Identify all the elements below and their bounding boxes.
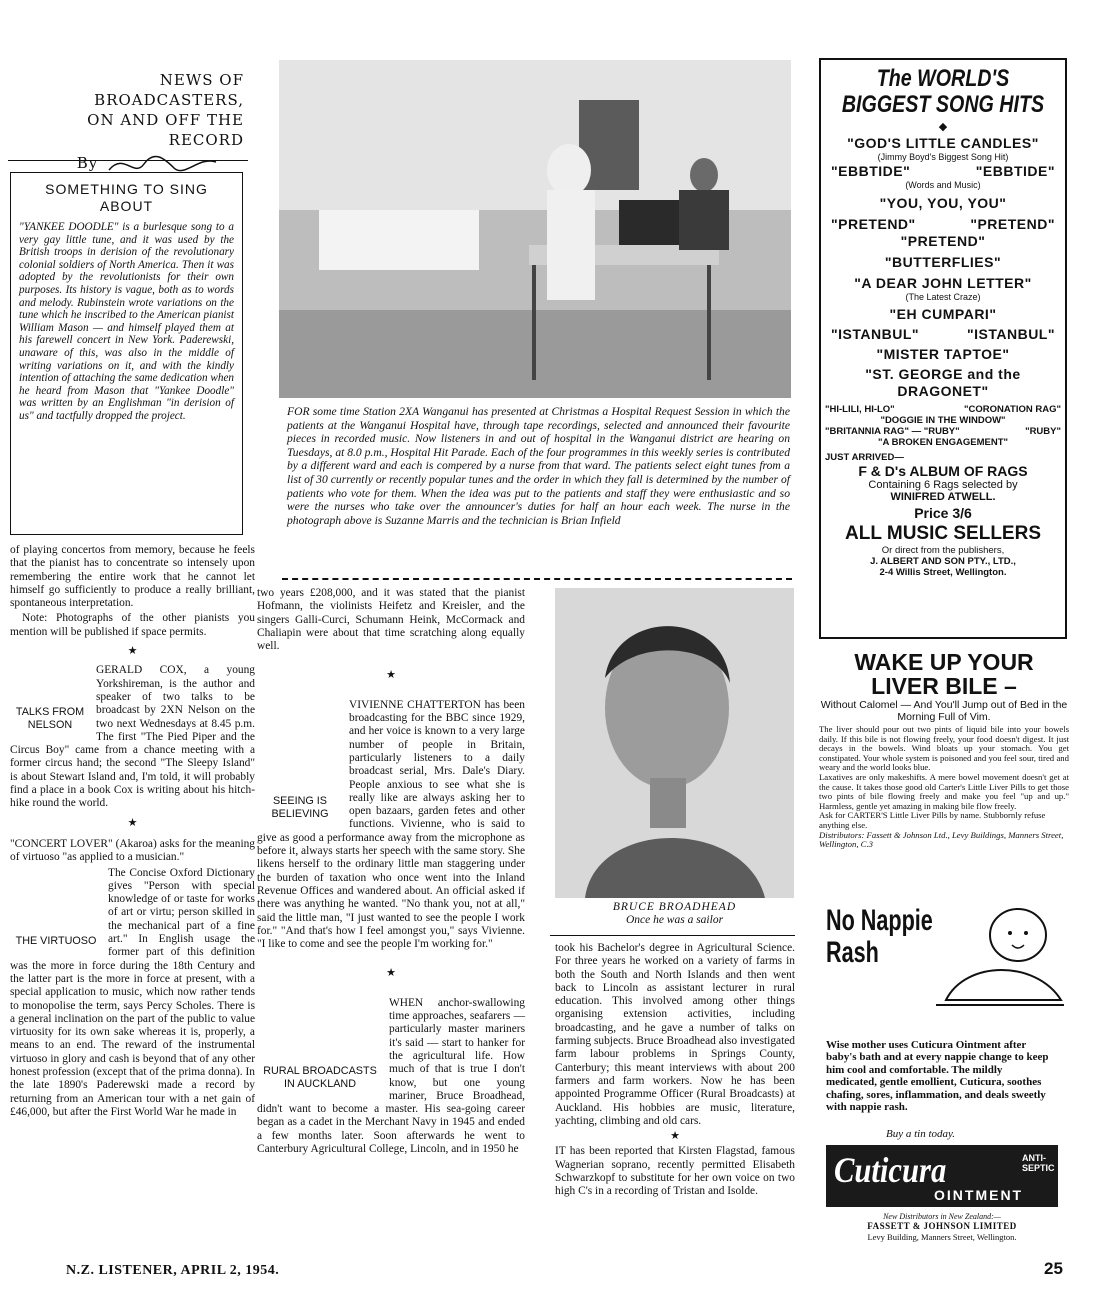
- cuticura-new-distributors: New Distributors in New Zealand:—: [883, 1212, 1001, 1221]
- song-st-george: "ST. GEORGE and the DRAGONET": [865, 366, 1021, 399]
- byline-label: By: [76, 154, 99, 172]
- direct-from-publishers: Or direct from the publishers,: [881, 545, 1005, 556]
- caption-rule: [282, 578, 792, 580]
- liver-ad-distributors: Distributors: Fassett & Johnson Ltd., Levy Buildings, Manners Street, Wellington, C.3: [819, 829, 1064, 850]
- portrait-caption-sub: Once he was a sailor: [625, 914, 724, 926]
- song-pretend-1: "PRETEND": [831, 216, 916, 232]
- song-eh-cumpari: "EH CUMPARI": [889, 306, 997, 322]
- song-butterflies: "BUTTERFLIES": [884, 254, 1002, 270]
- liver-bile-ad: [819, 650, 1069, 850]
- liver-ad-title-1: WAKE UP YOUR: [854, 649, 1034, 675]
- box-title: SOMETHING TO SING ABOUT: [45, 181, 208, 214]
- song-ruby: "RUBY": [1025, 426, 1061, 437]
- star-divider: ★: [386, 669, 396, 682]
- concert-lover-paragraph: "CONCERT LOVER" (Akaroa) asks for the meaning of virtuoso "as applied to a musician.": [10, 837, 255, 864]
- publisher-name: J. ALBERT AND SON PTY., LTD.,: [870, 556, 1016, 567]
- hospital-caption: FOR some time Station 2XA Wanganui has presented at Christmas a Hospital Request Session in which the patients at the Wanganui Hospital have, through tape recordings, selected and announced their favourite pieces in recorded music. Now listeners in and out of hospital in the Wanganui district are hearing on Tuesdays, at 8.0 p.m., Hospital Hit Parade. Each of the four programmes in this weekly series is contributed by a different ward and each is compered by a nurse from that ward. The patients select eight tunes from a list of 30 currently or recently popular tunes and the order in which they fall is determined by the number of patients who vote for them. When the idea was put to the patients and staff they were enthusiastic and so were the nurses who take over the announcer's duties for half an hour each week. The nurse in the photograph above is Suzanne Marris and the technician is Brian Infield: [287, 405, 790, 527]
- song-ebbtide-1: "EBBTIDE": [831, 163, 911, 179]
- cuticura-ointment: OINTMENT: [934, 1187, 1024, 1203]
- ad-title: The WORLD'S BIGGEST SONG HITS: [841, 65, 1045, 118]
- hospital-photo: [279, 60, 791, 398]
- song-pretend-3: "PRETEND": [900, 233, 986, 249]
- cuticura-body: Wise mother uses Cuticura Ointment after baby's bath and at every nappie change to keep him cool and comfortable. The mildly medicated, gentle emollient, Cuticura, soothes chafing, sores, inflammation, and deals sweetly with nappie rash.: [826, 1039, 1049, 1114]
- the-virtuoso-side-head: THE VIRTUOSO: [15, 934, 97, 947]
- portrait-rule: [550, 935, 795, 936]
- album-of-rags: F & D's ALBUM OF RAGS: [858, 463, 1028, 479]
- diamond-icon: ◆: [938, 121, 948, 133]
- vivienne-chatterton-paragraph: VIVIENNE CHATTERTON has been broadcasting for the BBC since 1929, and her voice is known to a very large number of people in Britain, particularly listeners to a daily broadcast serial, Mrs. Dale's Diary. People anxious to see what she is really like are always asking her to open bazaars, garden fetes and other functions. Vivienne, who is said to give as good a performance away from the microphone as before it, always starts her speech with the same story. She likens herself to the ordinary little man staggering under the burden of taxation who once went into the Inland Revenue Offices and wandered about. An official asked if there was anything he wanted. "No thank you, not at all," said the little man, "I just wanted to see the people I work for." "And that's how I feel amongst you," says Vivienne. "I like to come and see the people I'm working for.": [257, 698, 525, 951]
- pianist-paragraph: of playing concertos from memory, because he feels that the pianist has to concentrate so intensely upon remembering the entire work that he cannot let himself go sufficiently to produce a really brilliant, spontaneous interpretation.: [10, 544, 255, 610]
- column-2: [257, 587, 525, 1156]
- just-arrived: JUST ARRIVED—: [825, 452, 904, 463]
- song-istanbul-1: "ISTANBUL": [831, 326, 920, 342]
- rural-broadcasts-side-head: RURAL BROADCASTS IN AUCKLAND: [263, 1064, 377, 1090]
- cuticura-banner: [826, 1145, 1058, 1207]
- masthead-line-2: ON AND OFF THE RECORD: [87, 111, 244, 149]
- flagstad-paragraph: IT has been reported that Kirsten Flagstad, famous Wagnerian soprano, recently permitted Elisabeth Schwarzkopf to substitute for her own voice on two high C's in a recording of Tristan and Isolde.: [555, 1145, 795, 1198]
- all-music-sellers: ALL MUSIC SELLERS: [845, 523, 1041, 544]
- photographs-note: Note: Photographs of the other pianists you mention will be published if space permits.: [10, 612, 255, 638]
- song-coronation-rag: "CORONATION RAG": [964, 404, 1061, 415]
- baby-illustration: [926, 905, 1066, 1015]
- footer-page-number: 25: [1044, 1259, 1063, 1278]
- star-divider: ★: [127, 645, 138, 658]
- song-note-jimmy-boyd: (Jimmy Boyd's Biggest Song Hit): [877, 152, 1009, 162]
- no-nappie-title-2: Rash: [826, 936, 879, 969]
- cuticura-buy: Buy a tin today.: [886, 1128, 956, 1140]
- masthead-line-1: NEWS OF BROADCASTERS,: [94, 71, 244, 109]
- gerald-cox-paragraph: GERALD COX, a young Yorkshireman, is the author and speaker of two talks to be broadcast by 2XN Nelson on the two next Wednesdays at 8.45 p.m. The first "The Pied Piper and the Circus Boy" came from a chance meeting with a former circus hand; the second "The Sleepy Island" is about Stewart Island and, I'm told, it will probably find a place in a book Cox is writing about his hitch-hike round the world.: [10, 664, 255, 810]
- song-you-you-you: "YOU, YOU, YOU": [879, 195, 1007, 211]
- bruce-broadhead-portrait: [555, 588, 794, 898]
- star-divider: ★: [127, 816, 138, 829]
- footer-issue: N.Z. LISTENER, APRIL 2, 1954.: [66, 1263, 280, 1278]
- song-britannia-rag: "BRITANNIA RAG" — "RUBY": [825, 426, 960, 437]
- song-broken-engagement: "A BROKEN ENGAGEMENT": [877, 437, 1009, 448]
- something-to-sing-box: [10, 172, 243, 535]
- masthead-rule: [8, 160, 248, 161]
- cuticura-antiseptic: ANTI- SEPTIC: [1022, 1153, 1055, 1173]
- virtuoso-paragraph: The Concise Oxford Dictionary gives "Person with special knowledge of or taste for works of art or virtu; person skilled in the mechanical part of a fine art." In English usage the former part of this definition was the more in force during the 18th Century and the latter part is the more in force at present, with a special application to music, which now rather tends to monopolise the term, says Percy Scholes. There is a general inclination on the part of the public to value virtuosity for its own sake whereas it is, properly, a means to an end. The reward of the instrumental virtuoso in glory and cash is beyond that of any other honest profession (except that of the prima donna). In the late 1890's Paderewski made a record by returning from an American tour with a net gain of £46,000, but after the First World War he made in: [10, 866, 255, 1118]
- cuticura-brand: Cuticura: [834, 1150, 947, 1190]
- cuticura-ad: [826, 905, 1066, 1245]
- portrait-caption-name: BRUCE BROADHEAD: [612, 901, 737, 913]
- liver-ad-body-3: Ask for CARTER'S Little Liver Pills by name. Stubbornly refuse anything else.: [819, 810, 1046, 830]
- liver-ad-body-2: Laxatives are only makeshifts. A mere bowel movement doesn't get at the cause. It takes those good old Carter's Little Liver Pills to get those two pints of bile flowing freely and make you feel "up and up." Harmless, gentle yet amazing in making bile flow freely.: [819, 771, 1069, 811]
- column-1: [10, 544, 255, 1119]
- hospital-scene-illustration: [279, 60, 791, 398]
- talks-from-nelson-side-head: TALKS FROM NELSON: [15, 706, 85, 732]
- song-mister-taptoe: "MISTER TAPTOE": [876, 346, 1010, 362]
- portrait-illustration: [555, 588, 794, 898]
- bruce-broadhead-paragraph: WHEN anchor-swallowing time approaches, seafarers — particularly master mariners it's said — start to hanker for the agricultural life. How much of that is true I don't know, but one young mariner, Bruce Broadhead, didn't want to become a master. His sea-going career began as a cadet in the Merchant Navy in 1945 and ended a few months later. Soon afterwards he went to Canterbury Agricultural College, Lincoln, and in 1950 he: [257, 996, 525, 1155]
- seeing-is-believing-side-head: SEEING IS BELIEVING: [271, 794, 329, 820]
- column-3: [555, 942, 795, 1201]
- song-ebbtide-2: "EBBTIDE": [975, 163, 1055, 179]
- containing-six-rags: Containing 6 Rags selected by: [868, 479, 1018, 491]
- winifred-atwell: WINIFRED ATWELL.: [890, 491, 996, 503]
- hofmann-paragraph: two years £208,000, and it was stated that the pianist Hofmann, the violinists Heifetz and Kreisler, and the singers Galli-Curci, Schumann Heink, McCormack and Chaliapin were about that time scratching along equally well.: [257, 587, 525, 653]
- portrait-caption: [555, 901, 794, 927]
- album-price: Price 3/6: [914, 505, 972, 521]
- liver-ad-body: The liver should pour out two pints of liquid bile into your bowels daily. If this bile is not flowing freely, your food doesn't digest. It just decays in the bowels. Wind bloats up your stomach. You get constipated. Your whole system is poisoned and you feel sour, tired and weary and the world looks blue.: [819, 724, 1069, 773]
- publisher-address: 2-4 Willis Street, Wellington.: [879, 567, 1007, 578]
- song-gods-little-candles: "GOD'S LITTLE CANDLES": [847, 135, 1039, 151]
- song-note-latest-craze: (The Latest Craze): [905, 292, 981, 302]
- song-dear-john-letter: "A DEAR JOHN LETTER": [854, 275, 1032, 291]
- song-hi-lili: "HI-LILI, HI-LO": [825, 404, 895, 415]
- song-doggie: "DOGGIE IN THE WINDOW": [880, 415, 1006, 426]
- song-hits-ad: [819, 58, 1067, 639]
- song-istanbul-2: "ISTANBUL": [966, 326, 1055, 342]
- column-masthead: [8, 70, 244, 178]
- cuticura-distributor: FASSETT & JOHNSON LIMITED: [867, 1221, 1017, 1231]
- liver-ad-title-2: LIVER BILE –: [871, 673, 1017, 699]
- no-nappie-title-1: No Nappie: [826, 904, 933, 937]
- star-divider: ★: [670, 1130, 680, 1143]
- box-body: "YANKEE DOODLE" is a burlesque song to a very gay little tune, and it was used by the British troops in derision of the revolutionary colonial soldiers of North America. Then it was adopted by the revolutionists for their own purposes. Its history is vague, both as to words and melody. Rubinstein wrote variations on the tune which he inscribed to the American pianist William Mason — and himself played them at his farewell concert in New York. Paderewski, unaware of this, was also in the middle of writing variations on it, and with the kindly intention of attaching the same dedication when he heard from Mason that "Yankee Doodle" was written by an Englishman "in derision of us" and tactfully dropped the project.: [19, 221, 235, 422]
- star-divider: ★: [386, 967, 396, 980]
- cuticura-address: Levy Building, Manners Street, Wellington.: [867, 1232, 1017, 1242]
- broadhead-continued: took his Bachelor's degree in Agricultural Science. For three years he worked on a variety of farms in both the South and North Islands and then went back to Lincoln as assistant lecturer in rural education. This involved among other things organising extension activities, including broadcasting, and he gave a number of talks on farming subjects. Bruce Broadhead also investigated farm labour problems in Springs County, Canterbury; this meant interviews with about 200 farmers and farm workers. Now he has been appointed Programme Officer (Rural Broadcasts) at Auckland. His hobbies are music, literature, yachting, climbing and old cars.: [555, 942, 795, 1127]
- liver-ad-sub: Without Calomel — And You'll Jump out of Bed in the Morning Full of Vim.: [820, 699, 1068, 723]
- song-note-words-music: (Words and Music): [905, 180, 981, 190]
- song-pretend-2: "PRETEND": [970, 216, 1055, 232]
